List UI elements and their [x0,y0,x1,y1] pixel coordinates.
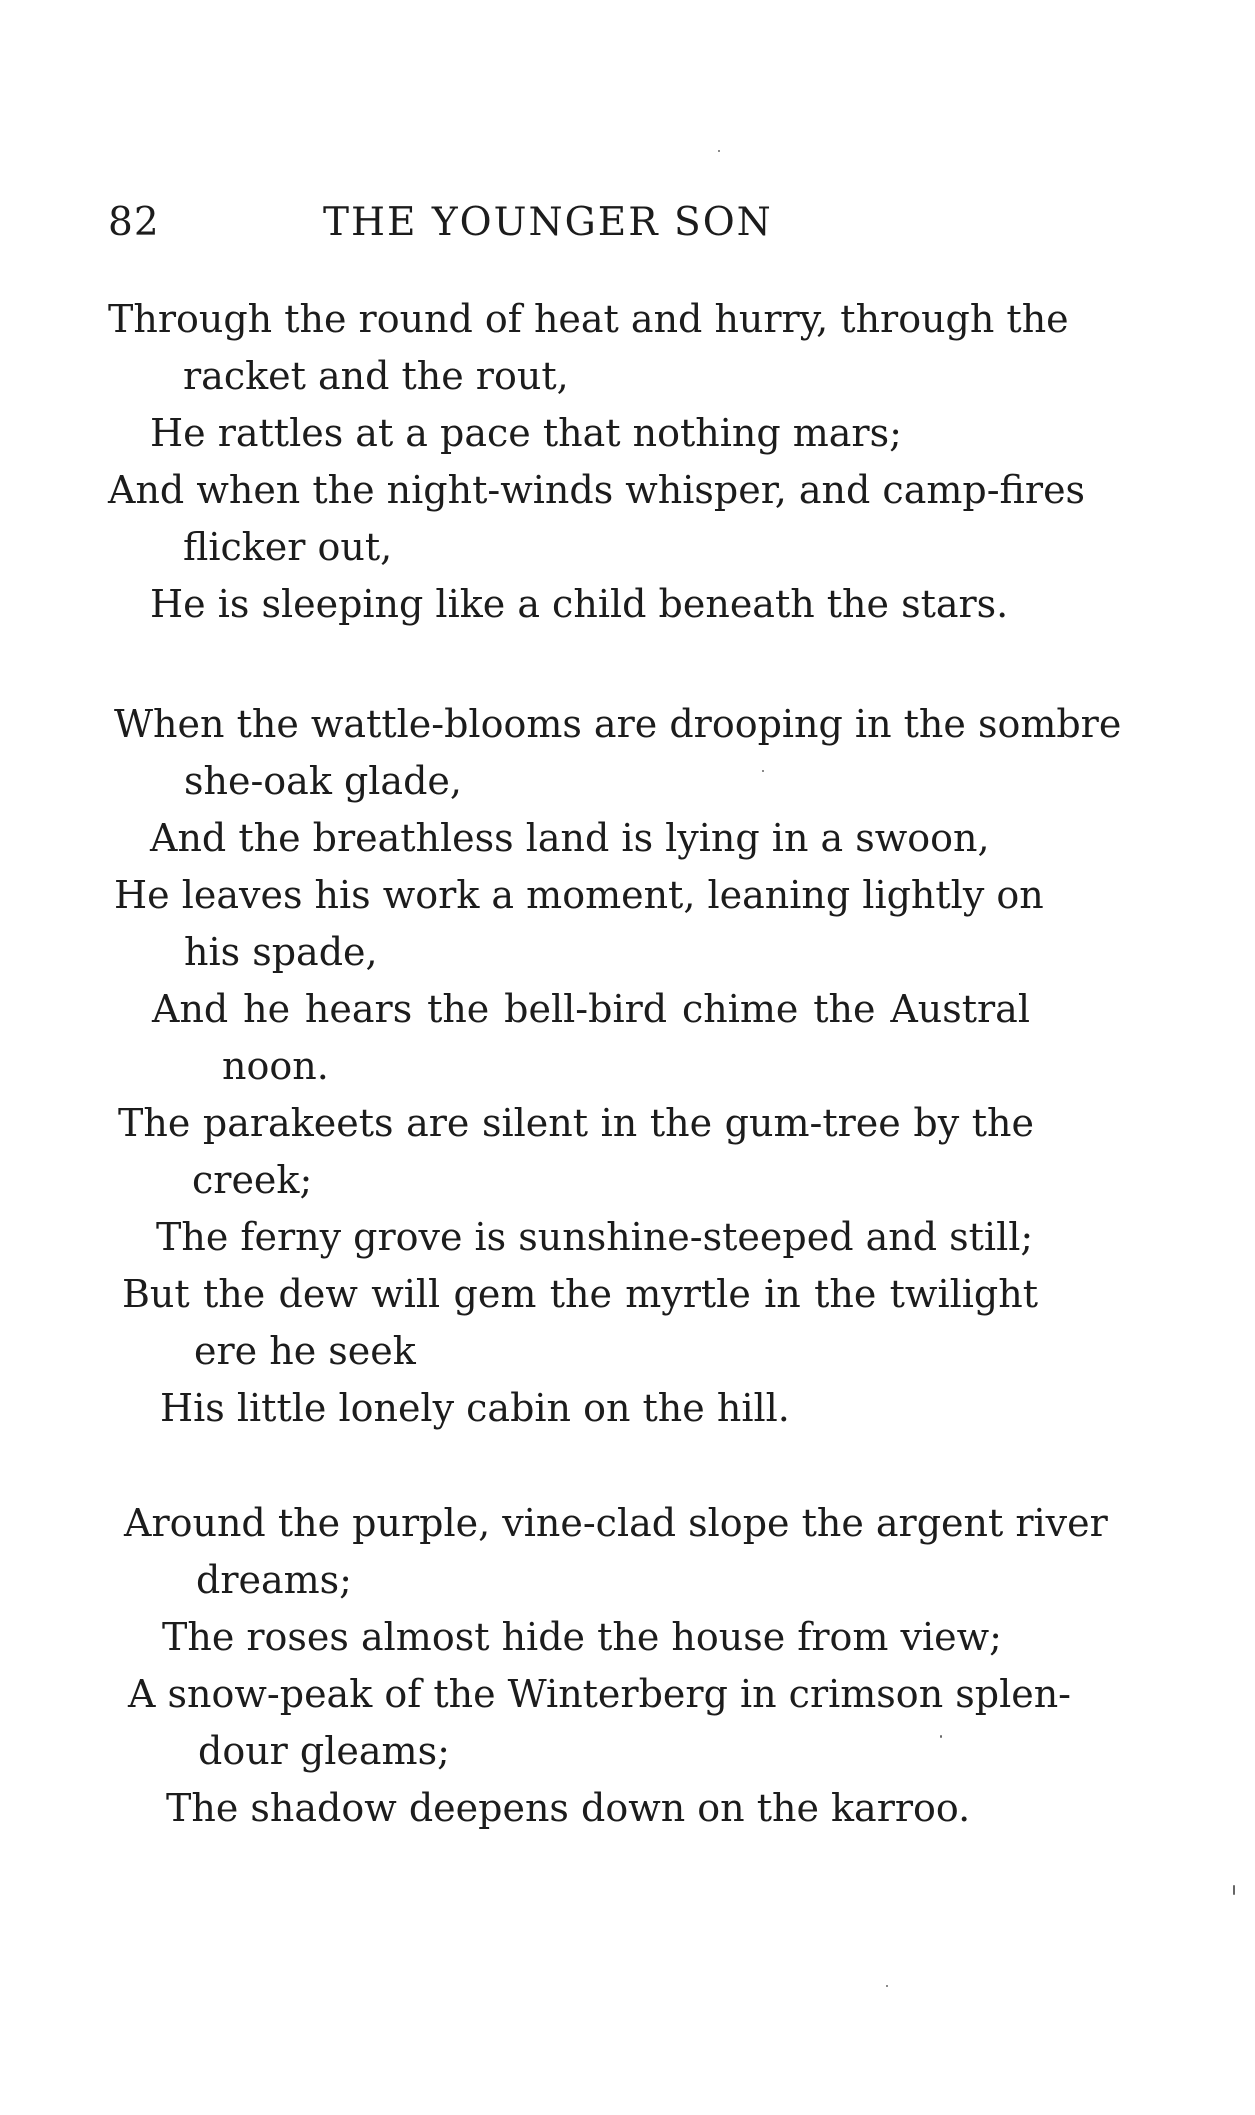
poem-line: The ferny grove is sunshine-steeped and still; [156,1215,1034,1259]
speck [762,770,764,772]
poem-line: dour gleams; [198,1729,450,1773]
running-header [108,200,1008,260]
poem-line: Around the purple, vine-clad slope the argent river [124,1501,1108,1545]
poem-line: ere he seek [194,1329,416,1373]
poem-line: creek; [192,1158,313,1202]
poem-line: He is sleeping like a child beneath the stars. [150,582,1009,626]
page-number: 82 [108,200,160,245]
poem-line: The roses almost hide the house from view; [162,1615,1002,1659]
poem-line: And he hears the bell-bird chime the Austral [152,987,1030,1031]
poem-line: Through the round of heat and hurry, through the [108,297,1069,341]
poem-line: dreams; [196,1558,352,1602]
poem-line: His little lonely cabin on the hill. [160,1386,790,1430]
poem-line: When the wattle-blooms are drooping in the sombre [114,702,1122,746]
poem-line: noon. [222,1044,329,1088]
poem-line: And when the night-winds whisper, and camp-fires [108,468,1086,512]
poem-line: And the breathless land is lying in a swoon, [150,816,990,860]
poem-line: But the dew will gem the myrtle in the twilight [122,1272,1038,1316]
speck [1233,1885,1235,1895]
poem-line: He leaves his work a moment, leaning lightly on [114,873,1044,917]
poem-line: his spade, [184,930,378,974]
poem-line: He rattles at a pace that nothing mars; [150,411,902,455]
speck [718,150,720,152]
poem-line: flicker out, [183,525,393,569]
poem-line: A snow-peak of the Winterberg in crimson splen- [128,1672,1072,1716]
poem-line: The parakeets are silent in the gum-tree by the [118,1101,1034,1145]
speck [886,1985,888,1987]
poem-line: racket and the rout, [183,354,569,398]
poem-line: The shadow deepens down on the karroo. [166,1786,971,1830]
running-title: THE YOUNGER SON [323,200,773,245]
speck [940,1735,942,1738]
poem-line: she-oak glade, [184,759,462,803]
